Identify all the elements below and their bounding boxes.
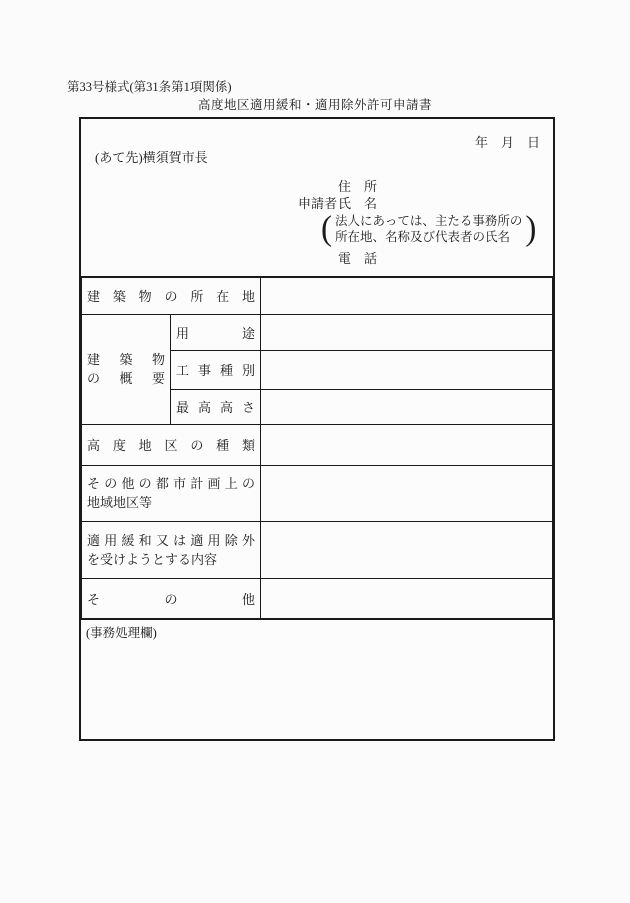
document-title: 高度地区適用緩和・適用除外許可申請書 bbox=[197, 98, 432, 112]
use-label-cell bbox=[171, 314, 261, 350]
table-row bbox=[82, 465, 553, 521]
building-location-value bbox=[261, 277, 553, 314]
corporate-note-line1: 法人にあっては、主たる事務所の bbox=[335, 214, 523, 228]
building-location-label-cell bbox=[82, 277, 261, 314]
use-value bbox=[261, 314, 553, 350]
relaxation-exemption-value bbox=[261, 521, 553, 578]
relaxation-exemption-label-cell bbox=[82, 521, 261, 578]
max-height-value bbox=[261, 389, 553, 424]
other-label: そ の 他 bbox=[87, 591, 256, 607]
table-row bbox=[82, 521, 553, 578]
other-city-planning-label-line1: そ の 他 の 都 市 計 画 上 の bbox=[87, 476, 255, 491]
applicant-label: 申請者 bbox=[298, 196, 338, 211]
admin-processing-label: (事務処理欄) bbox=[86, 625, 157, 640]
building-outline-label-cell bbox=[82, 314, 171, 424]
applicant-name-label: 氏 名 bbox=[338, 196, 378, 211]
addressee: (あて先)横須賀市長 bbox=[95, 150, 208, 165]
max-height-label: 最 高 高 さ bbox=[176, 400, 256, 415]
close-paren: ) bbox=[525, 210, 537, 248]
work-type-label-cell bbox=[171, 350, 261, 389]
form-number: 第33号様式(第31条第1項関係) bbox=[67, 80, 232, 94]
corporate-note bbox=[321, 210, 536, 248]
other-label-cell bbox=[82, 578, 261, 618]
other-city-planning-label-line2: 地域地区等 bbox=[87, 495, 153, 510]
height-district-type-value bbox=[261, 424, 553, 465]
height-district-type-label-cell bbox=[82, 424, 261, 465]
building-location-label: 建 築 物 の 所 在 地 bbox=[87, 289, 255, 305]
table-row bbox=[82, 277, 553, 314]
table-row bbox=[82, 424, 553, 465]
applicant-phone-label: 電 話 bbox=[338, 251, 378, 266]
use-label: 用 途 bbox=[176, 325, 256, 341]
corporate-note-line2: 所在地、名称及び代表者の氏名 bbox=[335, 230, 511, 244]
height-district-type-label: 高 度 地 区 の 種 類 bbox=[87, 438, 255, 453]
relaxation-exemption-label-line2: を受けようとする内容 bbox=[87, 551, 218, 567]
building-outline-label-line2: の 概 要 bbox=[87, 371, 165, 386]
admin-processing-area bbox=[81, 619, 553, 740]
other-city-planning-label-cell bbox=[82, 465, 261, 521]
date-line: 年 月 日 bbox=[474, 135, 540, 150]
application-table bbox=[81, 276, 553, 619]
max-height-label-cell bbox=[171, 389, 261, 424]
form-box bbox=[79, 117, 555, 741]
work-type-value bbox=[261, 350, 553, 389]
building-outline-label-line1: 建 築 物 bbox=[87, 352, 165, 367]
table-row bbox=[82, 578, 553, 618]
corporate-note-lines bbox=[335, 213, 522, 245]
table-row bbox=[82, 314, 553, 350]
applicant-address-label: 住 所 bbox=[338, 179, 378, 194]
open-paren: ( bbox=[321, 210, 332, 248]
work-type-label: 工 事 種 別 bbox=[176, 363, 256, 378]
form-header bbox=[81, 119, 553, 276]
other-value bbox=[261, 578, 553, 618]
other-city-planning-value bbox=[261, 465, 553, 521]
relaxation-exemption-label-line1: 適 用 緩 和 又 は 適 用 除 外 bbox=[87, 532, 255, 548]
